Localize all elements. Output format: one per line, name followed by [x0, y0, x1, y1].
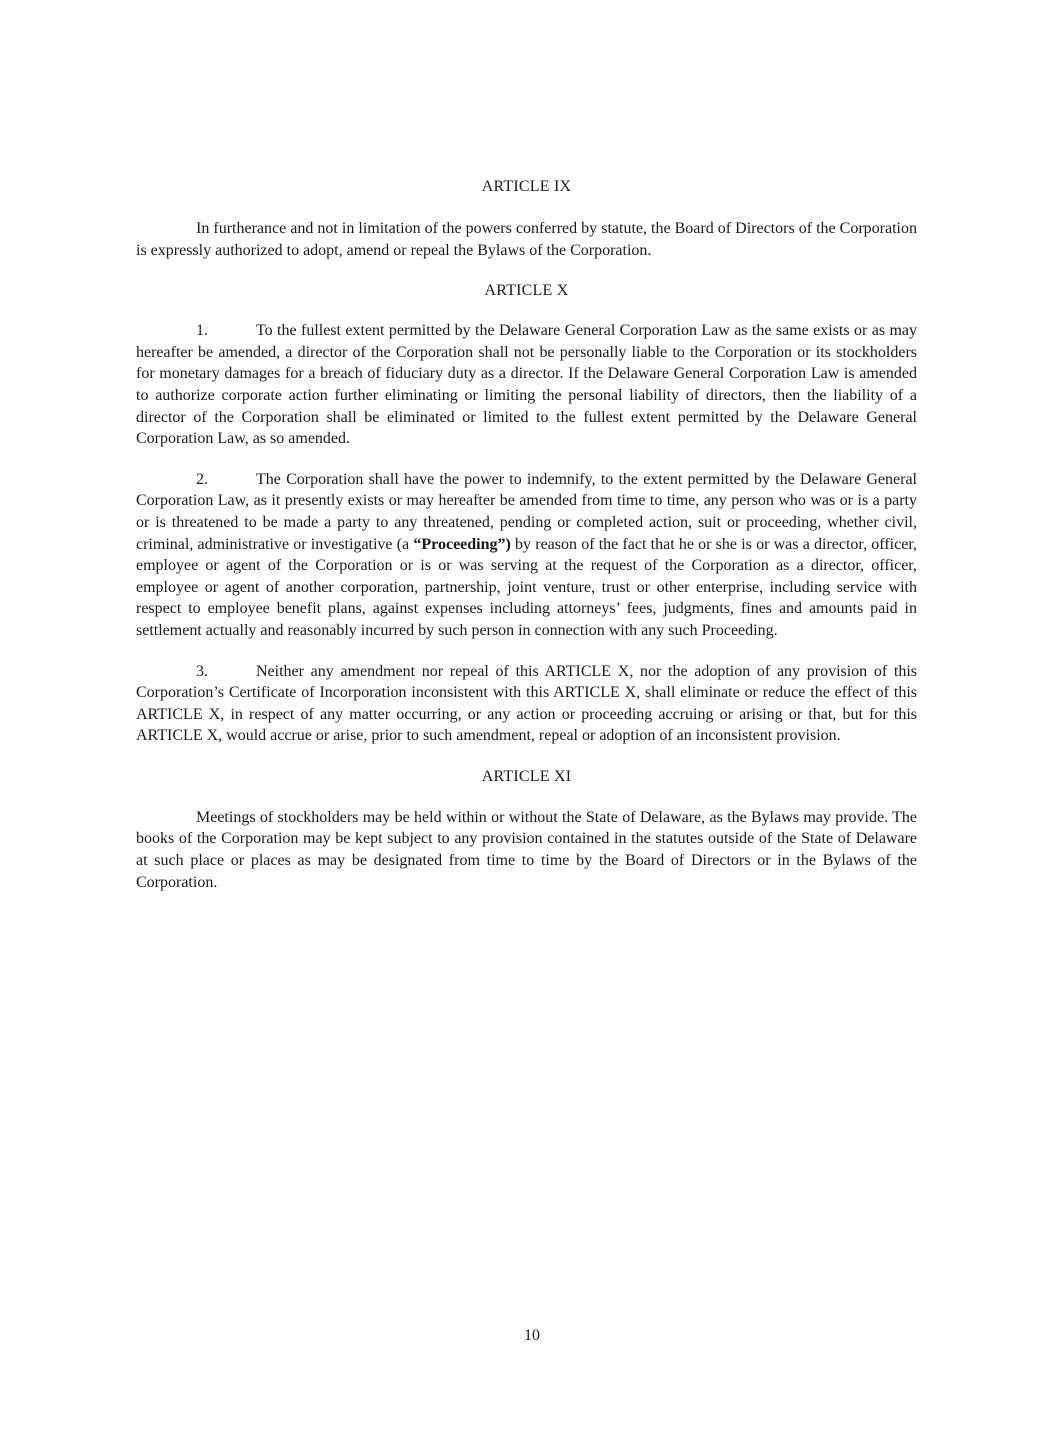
page-number: 10 — [524, 1327, 540, 1344]
section-number: 2. — [196, 470, 208, 488]
article-x-heading: ARTICLE X — [484, 282, 569, 300]
section-number: 1. — [196, 322, 208, 340]
article-x-section-2 — [136, 469, 917, 642]
article-x-section-3 — [136, 661, 917, 747]
section-text: Neither any amendment nor repeal of this ARTICLE X, nor the adoption of any provision of this Corporation’s Certificate of Incorporation inconsistent with this ARTICLE X, shall eliminate or reduce the effect of this ARTICLE X, in respect of any matter occurring, or any action or proceeding accruing or arising or that, but for this ARTICLE X, would accrue or arise, prior to such amendment, repeal or adoption of an inconsistent provision. — [136, 662, 917, 745]
section-text-before: The Corporation shall have the power to indemnify, to the extent permitted by the Delaware General Corporation Law, as it presently exists or may hereafter be amended from time to time, any person who was or is a party or is threatened to be made a party to any threatened, pending or completed action, suit or proceeding, whether civil, criminal, administrative or investigative (a — [136, 470, 917, 553]
article-ix-text: In furtherance and not in limitation of the powers conferred by statute, the Board of Directors of the Corporation is expressly authorized to adopt, amend or repeal the Bylaws of the Corporation. — [136, 220, 917, 259]
article-x-section-1 — [136, 320, 917, 450]
section-text: To the fullest extent permitted by the Delaware General Corporation Law as the same exists or as may hereafter be amended, a director of the Corporation shall not be personally liable to the Corporation or its stockholders for monetary damages for a breach of fiduciary duty as a director. If the Delaware General Corporation Law is amended to authorize corporate action further eliminating or limiting the personal liability of directors, then the liability of a director of the Corporation shall be eliminated or limited to the fullest extent permitted by the Delaware General Corporation Law, as so amended. — [136, 322, 917, 448]
article-ix-heading: ARTICLE IX — [481, 178, 572, 195]
article-xi-text: Meetings of stockholders may be held within or without the State of Delaware, as the Bylaws may provide. The books of the Corporation may be kept subject to any provision contained in the statutes outside of the State of Delaware at such place or places as may be designated from time to time by the Board of Directors or in the Bylaws of the Corporation. — [136, 808, 917, 891]
article-xi-heading: ARTICLE XI — [481, 767, 572, 785]
section-number: 3. — [196, 662, 208, 680]
section-text-after: by reason of the fact that he or she is or was a director, officer, employee or agent of the Corporation or is or was serving at the request of the Corporation as a director, officer, employee or agent of another corporation, partnership, joint venture, trust or other enterprise, including service with respect to employee benefit plans, against expenses including attorneys’ fees, judgments, fines and amounts paid in settlement actually and reasonably incurred by such person in connection with any such Proceeding. — [136, 535, 918, 639]
document-body — [136, 176, 917, 893]
defined-term-proceeding: “Proceeding”) — [413, 535, 511, 553]
